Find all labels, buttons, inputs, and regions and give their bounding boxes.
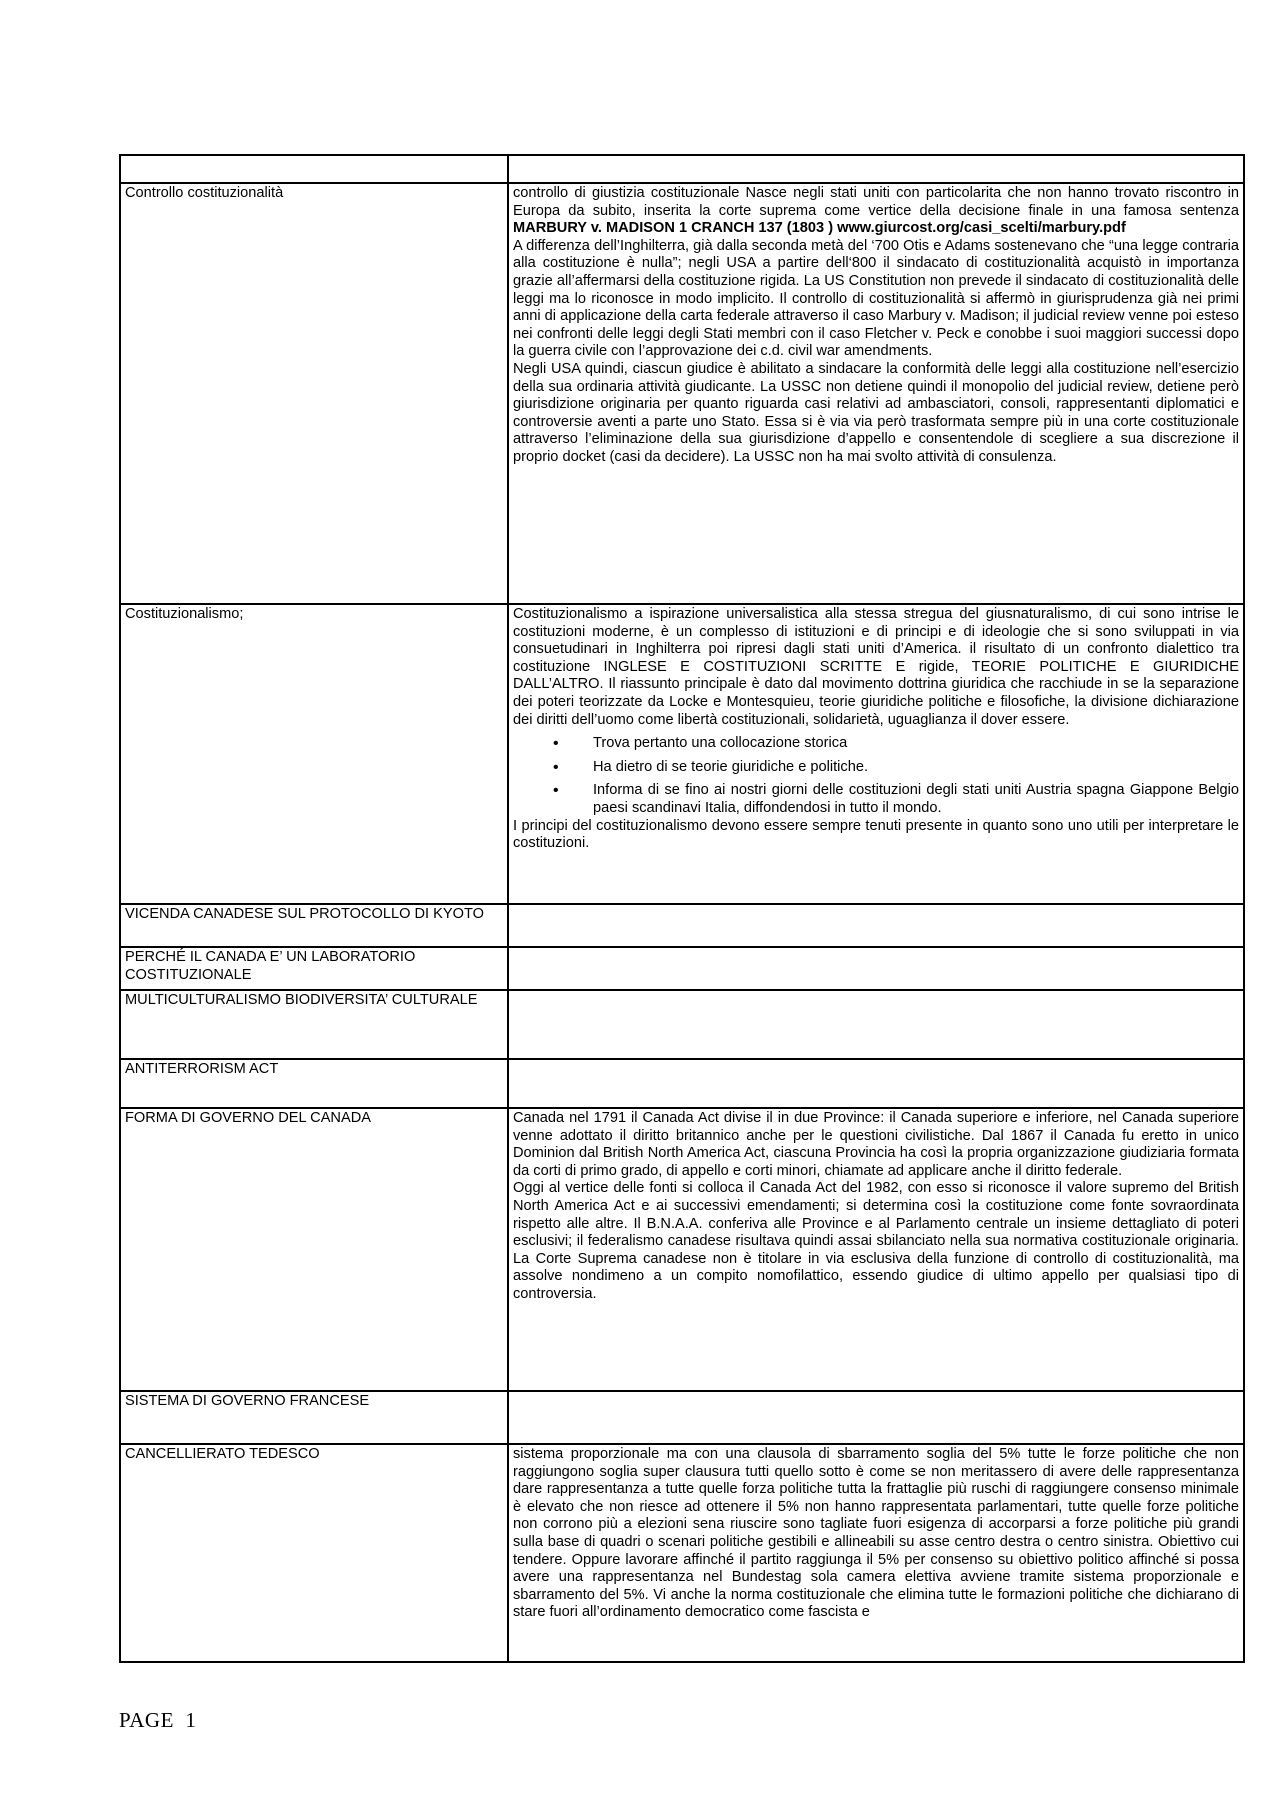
page-label: PAGE <box>119 1708 174 1732</box>
row-content <box>508 1059 1244 1108</box>
row-label: ANTITERRORISM ACT <box>120 1059 508 1108</box>
list-item: • Ha dietro di se teorie giuridiche e politiche. <box>553 758 869 776</box>
bullet-list <box>513 735 1239 817</box>
row-label: Costituzionalismo; <box>120 604 508 904</box>
row-label: FORMA DI GOVERNO DEL CANADA <box>120 1108 508 1391</box>
table-row <box>120 947 1244 990</box>
row-label: SISTEMA DI GOVERNO FRANCESE <box>120 1391 508 1444</box>
page-number: 1 <box>185 1708 197 1732</box>
bullet-icon: • <box>553 735 559 753</box>
header-cell-right <box>508 155 1244 183</box>
row-content <box>508 1391 1244 1444</box>
row-label: VICENDA CANADESE SUL PROTOCOLLO DI KYOTO <box>120 904 508 947</box>
row-content <box>508 604 1244 904</box>
content-paragraph: Oggi al vertice delle fonti si colloca il Canada Act del 1982, con esso si riconosce il valore supremo del British North America Act e ai successivi emendamenti; si determina così la costituzione come fonte sovraordinata rispetto alle altre. Il B.N.A.A. conferiva alle Province e al Parlamento centrale un insieme dettagliato di poteri esclusivi; il federalismo canadese risultava quindi assai sbilanciato nella sua normativa costituzionale originaria. La Corte Suprema canadese non è titolare in via esclusiva della funzione di controllo di costituzionalità, ma assolve nondimeno a un compito nomofilattico, essendo giudice di ultimo appello per qualsiasi tipo di controversia. <box>513 1180 1239 1302</box>
row-content: sistema proporzionale ma con una clausola di sbarramento soglia del 5% tutte le forze politiche che non raggiungono soglia super clausura tutti quello sotto è come se non meritassero di avere delle rappresentanza dare rappresentanza a tutte quelle forza politiche tutta la frattaglie più ruschi di raggiungere consenso minimale è elevato che non riesce ad ottenere il 5% non hanno rappresentata parlamentari, tutte quelle forze politiche non corrono più a elezioni sena riuscire sono tagliate fuori esigenza di accorparsi a forze politiche più grandi sulla base di quadri o scenari politiche gestibili e allineabili su asse centro destra o centro sinistra. Obiettivo cui tendere. Oppure lavorare affinché il partito raggiunga il 5% per consenso su obiettivo politico affinché si possa avere una rappresentanza nel Bundestag sola camera elettiva avviene tramite sistema proporzionale e sbarramento del 5%. Vi anche la norma costituzionale che elimina tutte le formazioni politiche che dichiarano di stare fuori all’ordinamento democratico come fascista e <box>508 1444 1244 1662</box>
notes-table <box>119 154 1245 1663</box>
table-row <box>120 1059 1244 1108</box>
content-paragraph: controllo di giustizia costituzionale Nasce negli stati uniti con particolarita che non hanno trovato riscontro in Europa da subito, inserita la corte suprema come vertice della decisione finale in una famosa sentenza MARBURY v. MADISON 1 CRANCH 137 (1803 ) www.giurcost.org/casi_scelti/marbury.pdf <box>513 185 1239 237</box>
row-content <box>508 183 1244 604</box>
table-header-row <box>120 155 1244 183</box>
list-item: • Trova pertanto una collocazione storica <box>553 735 848 753</box>
bullet-icon: • <box>553 782 559 800</box>
header-cell-left <box>120 155 508 183</box>
table-row <box>120 1444 1244 1662</box>
table-row <box>120 183 1244 604</box>
row-label: MULTICULTURALISMO BIODIVERSITA’ CULTURALE <box>120 990 508 1059</box>
bullet-icon: • <box>553 758 559 776</box>
row-label: CANCELLIERATO TEDESCO <box>120 1444 508 1662</box>
case-citation: MARBURY v. MADISON 1 CRANCH 137 (1803 ) www.giurcost.org/casi_scelti/marbury.pdf <box>513 220 1126 237</box>
content-paragraph: I principi del costituzionalismo devono essere sempre tenuti presente in quanto sono uno utili per interpretare le costituzioni. <box>513 817 1239 852</box>
content-paragraph: Canada nel 1791 il Canada Act divise il in due Province: il Canada superiore e inferiore, nel Canada superiore venne adottato il diritto britannico anche per le questioni civilistiche. Dal 1867 il Canada fu eretto in unico Dominion dal British North America Act, ciascuna Provincia ha così la propria organizzazione giudiziaria formata da corti di primo grado, di appello e corti minori, chiamate ad applicare anche il diritto federale. <box>513 1110 1239 1179</box>
content-paragraph: Negli USA quindi, ciascun giudice è abilitato a sindacare la conformità delle leggi alla costituzione nell’esercizio della sua ordinaria attività giudicante. La USSC non detiene quindi il monopolio del judicial review, detiene però giurisdizione originaria per quanto riguarda casi relativi ad ambasciatori, consoli, rappresentanti diplomatici e controversie aventi a parte uno Stato. Essa si è via via però trasformata sempre più in una corte costituzionale attraverso l’eliminazione della sua giurisdizione d’appello e consentendole di scegliere a sua discrezione il proprio docket (casi da decidere). La USSC non ha mai svolto attività di consulenza. <box>513 360 1239 465</box>
content-paragraph: Costituzionalismo a ispirazione universalistica alla stessa stregua del giusnaturalismo, di cui sono intrise le costituzioni moderne, è un complesso di istituzioni e di principi e di ideologie che si sono sviluppati in via consuetudinari in Inghilterra poi ripresi dagli stati uniti d’America. il risultato di un confronto dialettico tra costituzione INGLESE E COSTITUZIONI SCRITTE E rigide, TEORIE POLITICHE E GIURIDICHE DALL’ALTRO. Il riassunto principale è dato dal movimento dottrina giuridica che racchiude in se la separazione dei poteri teorizzate da Locke e Montesquieu, teorie giuridiche politiche e filosofiche, la divisione dichiarazione dei diritti dell’uomo come libertà costituzionali, solidarietà, uguaglianza il dover essere. <box>513 606 1239 728</box>
row-label: Controllo costituzionalità <box>120 183 508 604</box>
row-content <box>508 990 1244 1059</box>
table-row <box>120 904 1244 947</box>
page-footer <box>119 1708 196 1733</box>
table-row <box>120 1108 1244 1391</box>
table-row <box>120 990 1244 1059</box>
table-row <box>120 604 1244 904</box>
row-label: PERCHÉ IL CANADA E’ UN LABORATORIO COSTITUZIONALE <box>120 947 508 990</box>
row-content <box>508 947 1244 990</box>
list-item: • Informa di se fino ai nostri giorni delle costituzioni degli stati uniti Austria spagna Giappone Belgio paesi scandinavi Italia, diffondendosi in tutto il mondo. <box>553 782 1239 816</box>
row-content <box>508 1108 1244 1391</box>
table-row <box>120 1391 1244 1444</box>
content-paragraph: A differenza dell’Inghilterra, già dalla seconda metà del ‘700 Otis e Adams sostenevano che “una legge contraria alla costituzione è nulla”; negli USA a partire dell‘800 il sindacato di costituzionalità acquistò in importanza grazie all’affermarsi della costituzione rigida. La US Constitution non prevede il sindacato di costituzionalità delle leggi ma lo riconosce in modo implicito. Il controllo di costituzionalità si affermò in giurisprudenza già nei primi anni di applicazione della carta federale attraverso il caso Marbury v. Madison; il judicial review venne poi esteso nei confronti delle leggi degli Stati membri con il caso Fletcher v. Peck e conobbe i suoi maggiori successi dopo la guerra civile con l’approvazione dei c.d. civil war amendments. <box>513 237 1239 360</box>
row-content <box>508 904 1244 947</box>
